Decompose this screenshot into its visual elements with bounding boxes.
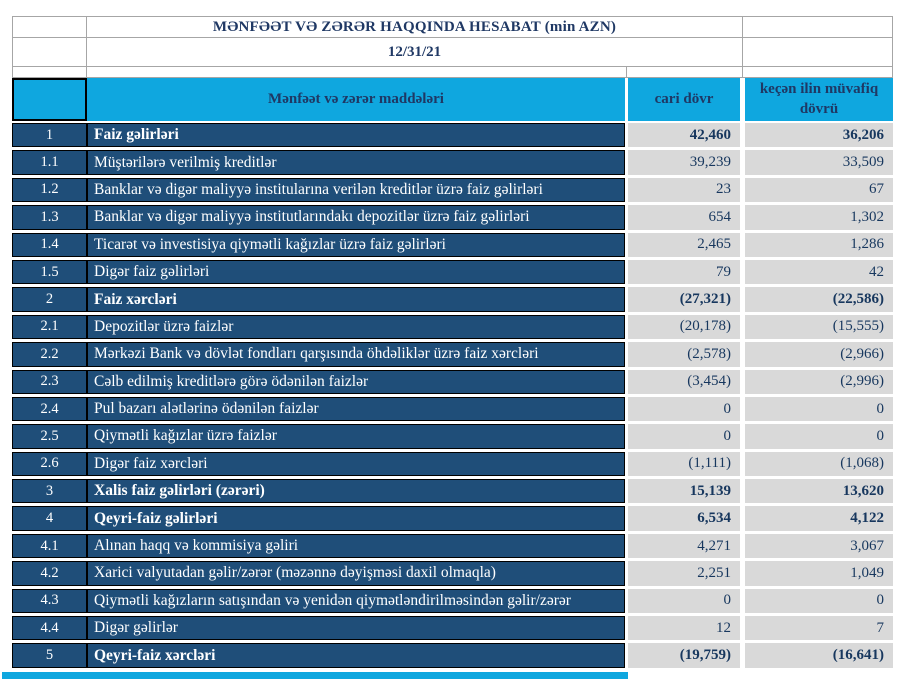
previous-period-cell: (15,555): [745, 315, 893, 339]
spacer-cell: [87, 67, 627, 78]
table-row: [12, 150, 893, 174]
table-row: [12, 452, 893, 476]
row-number-cell: 1.5: [12, 260, 87, 284]
row-number-cell: 2.6: [12, 452, 87, 476]
previous-period-cell: (2,966): [745, 342, 893, 366]
current-period-cell: (3,454): [628, 370, 740, 394]
previous-period-cell: 4,122: [745, 506, 893, 530]
previous-period-cell: 1,049: [745, 561, 893, 585]
previous-period-cell: 42: [745, 260, 893, 284]
title-row-spacer-cell: [12, 16, 87, 38]
row-number-cell: 1.3: [12, 205, 87, 229]
column-header-row: [12, 78, 893, 121]
previous-period-cell: 67: [745, 178, 893, 202]
report-title: MƏNFƏƏT VƏ ZƏRƏR HAQQINDA HESABAT (min AZN): [87, 16, 743, 38]
column-header-previous-period: keçən ilin müvafiq dövrü: [745, 78, 893, 121]
current-period-cell: (1,111): [628, 452, 740, 476]
previous-period-cell: 3,067: [745, 534, 893, 558]
column-header-current-period: cari dövr: [628, 78, 740, 121]
date-row-right-cell: [743, 38, 893, 67]
row-label-cell: Faiz gəlirləri: [87, 123, 625, 147]
date-row: [12, 38, 893, 67]
row-label-cell: Xarici valyutadan gəlir/zərər (məzənnə dəyişməsi daxil olmaqla): [87, 561, 625, 585]
current-period-cell: 0: [628, 589, 740, 613]
current-period-cell: 79: [628, 260, 740, 284]
title-row-right-cell: [743, 16, 893, 38]
table-row: [12, 506, 893, 530]
previous-period-cell: 33,509: [745, 150, 893, 174]
table-row: [12, 561, 893, 585]
current-period-cell: (19,759): [628, 643, 740, 667]
row-label-cell: Ticarət və investisiya qiymətli kağızlar üzrə faiz gəlirləri: [87, 233, 625, 257]
current-period-cell: 39,239: [628, 150, 740, 174]
row-number-cell: 2.5: [12, 424, 87, 448]
row-label-cell: Qiymətli kağızların satışından və yenidən qiymətləndirilməsindən gəlir/zərər: [87, 589, 625, 613]
row-number-cell: 4.4: [12, 616, 87, 640]
previous-period-cell: 36,206: [745, 123, 893, 147]
previous-period-cell: (1,068): [745, 452, 893, 476]
table-row: [12, 260, 893, 284]
current-period-cell: 2,465: [628, 233, 740, 257]
current-period-cell: 0: [628, 424, 740, 448]
date-row-spacer-cell: [12, 38, 87, 67]
row-label-cell: Digər faiz xərcləri: [87, 452, 625, 476]
row-label-cell: Faiz xərcləri: [87, 287, 625, 311]
table-row: [12, 643, 893, 667]
current-period-cell: (20,178): [628, 315, 740, 339]
row-number-cell: 2.2: [12, 342, 87, 366]
current-period-cell: (2,578): [628, 342, 740, 366]
previous-period-cell: 0: [745, 424, 893, 448]
previous-period-cell: (2,996): [745, 370, 893, 394]
row-number-cell: 4: [12, 506, 87, 530]
previous-period-cell: 0: [745, 397, 893, 421]
table-row: [12, 123, 893, 147]
row-number-cell: 2: [12, 287, 87, 311]
current-period-cell: (27,321): [628, 287, 740, 311]
row-label-cell: Depozitlər üzrə faizlər: [87, 315, 625, 339]
row-number-cell: 2.4: [12, 397, 87, 421]
table-row: [12, 233, 893, 257]
row-number-cell: 4.3: [12, 589, 87, 613]
row-label-cell: Digər gəlirlər: [87, 616, 625, 640]
previous-period-cell: 1,302: [745, 205, 893, 229]
row-number-cell: 2.3: [12, 370, 87, 394]
table-row: [12, 616, 893, 640]
row-number-cell: 3: [12, 479, 87, 503]
row-number-cell: 5: [12, 643, 87, 667]
table-row: [12, 479, 893, 503]
corner-header-cell: [12, 78, 87, 121]
table-row: [12, 315, 893, 339]
previous-period-cell: (22,586): [745, 287, 893, 311]
row-number-cell: 4.2: [12, 561, 87, 585]
current-period-cell: 15,139: [628, 479, 740, 503]
spacer-cell: [743, 67, 893, 78]
table-body: [12, 123, 893, 668]
row-label-cell: Cəlb edilmiş kreditlərə görə ödənilən faizlər: [87, 370, 625, 394]
spacer-cell: [627, 67, 743, 78]
row-label-cell: Qeyri-faiz xərcləri: [87, 643, 625, 667]
current-period-cell: 2,251: [628, 561, 740, 585]
row-label-cell: Banklar və digər maliyyə institutlarındakı depozitlər üzrə faiz gəlirləri: [87, 205, 625, 229]
row-label-cell: Xalis faiz gəlirləri (zərəri): [87, 479, 625, 503]
table-row: [12, 589, 893, 613]
spacer-row: [12, 67, 893, 78]
title-row: [12, 16, 893, 38]
table-row: [12, 178, 893, 202]
table-row: [12, 397, 893, 421]
row-number-cell: 1.4: [12, 233, 87, 257]
current-period-cell: 654: [628, 205, 740, 229]
spacer-cell: [12, 67, 87, 78]
table-row: [12, 424, 893, 448]
table-row: [12, 534, 893, 558]
row-label-cell: Qiymətli kağızlar üzrə faizlər: [87, 424, 625, 448]
current-period-cell: 42,460: [628, 123, 740, 147]
row-label-cell: Müştərilərə verilmiş kreditlər: [87, 150, 625, 174]
row-label-cell: Banklar və digər maliyyə institularına verilən kreditlər üzrə faiz gəlirləri: [87, 178, 625, 202]
pnl-report-table: [12, 16, 893, 668]
row-label-cell: Alınan haqq və kommisiya gəliri: [87, 534, 625, 558]
previous-period-cell: 13,620: [745, 479, 893, 503]
row-number-cell: 4.1: [12, 534, 87, 558]
row-number-cell: 2.1: [12, 315, 87, 339]
current-period-cell: 23: [628, 178, 740, 202]
row-label-cell: Pul bazarı alətlərinə ödənilən faizlər: [87, 397, 625, 421]
current-period-cell: 0: [628, 397, 740, 421]
row-number-cell: 1: [12, 123, 87, 147]
row-label-cell: Digər faiz gəlirləri: [87, 260, 625, 284]
row-label-cell: Qeyri-faiz gəlirləri: [87, 506, 625, 530]
previous-period-cell: 7: [745, 616, 893, 640]
previous-period-cell: 0: [745, 589, 893, 613]
table-row: [12, 370, 893, 394]
previous-period-cell: (16,641): [745, 643, 893, 667]
row-label-cell: Mərkəzi Bank və dövlət fondları qarşısında öhdəliklər üzrə faiz xərcləri: [87, 342, 625, 366]
report-date: 12/31/21: [87, 38, 743, 67]
table-row: [12, 287, 893, 311]
table-row: [12, 342, 893, 366]
table-row: [12, 205, 893, 229]
current-period-cell: 6,534: [628, 506, 740, 530]
next-row-partial-strip: [2, 672, 628, 679]
row-number-cell: 1.2: [12, 178, 87, 202]
previous-period-cell: 1,286: [745, 233, 893, 257]
column-header-items: Mənfəət və zərər maddələri: [87, 78, 625, 121]
current-period-cell: 12: [628, 616, 740, 640]
current-period-cell: 4,271: [628, 534, 740, 558]
row-number-cell: 1.1: [12, 150, 87, 174]
